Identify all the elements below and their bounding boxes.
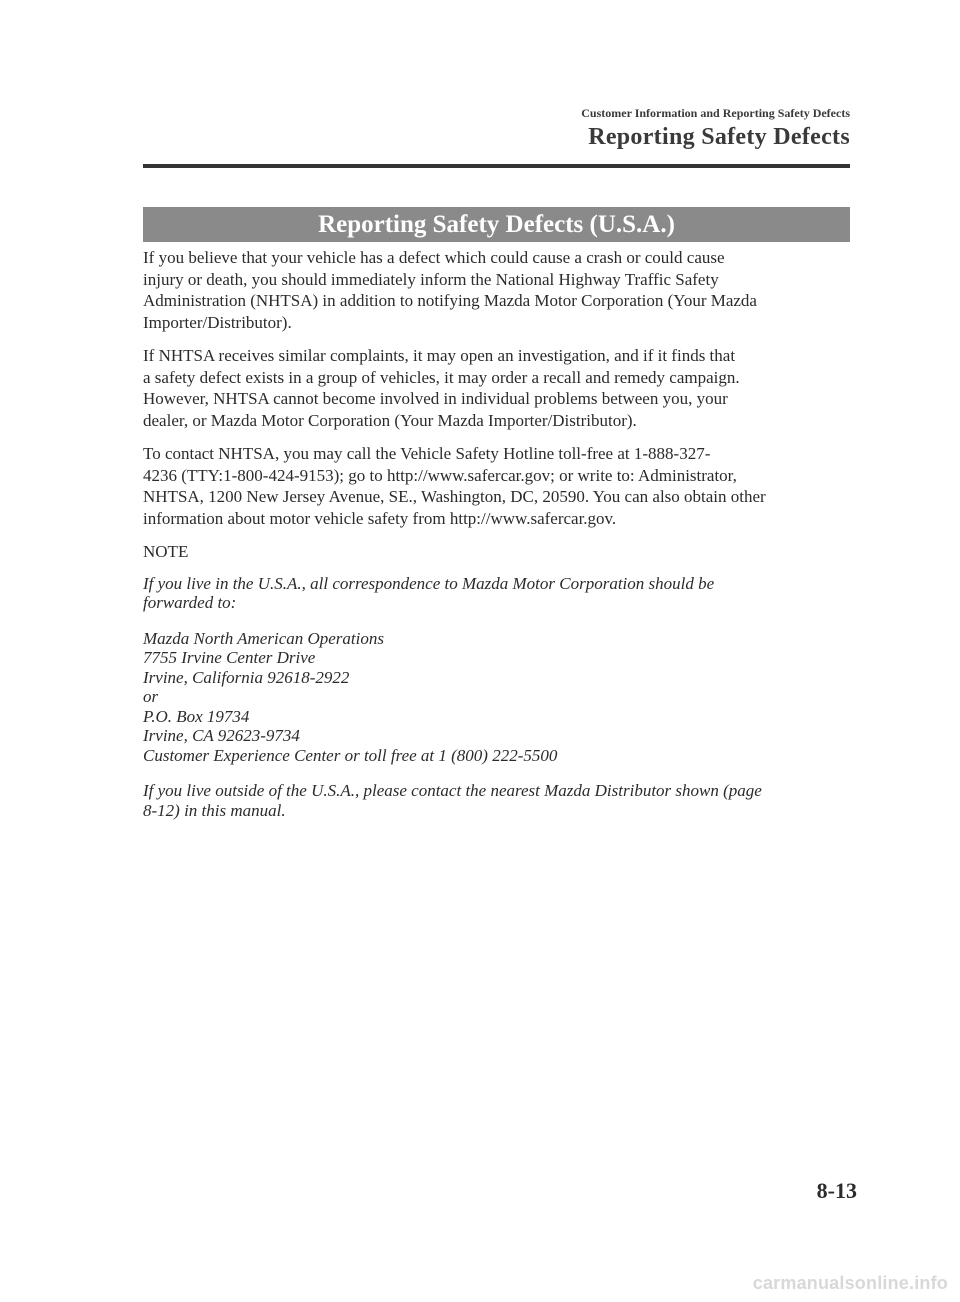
- note-line: If you live in the U.S.A., all correspondence to Mazda Motor Corporation should be: [143, 573, 715, 593]
- text-line: To contact NHTSA, you may call the Vehicle Safety Hotline toll-free at 1-888-327-: [143, 444, 711, 463]
- text-line: 4236 (TTY:1-800-424-9153); go to http://www.safercar.gov; or write to: Administrator,: [143, 465, 737, 485]
- note-line: If you live outside of the U.S.A., please contact the nearest Mazda Distributor shown (page: [143, 781, 762, 800]
- address-line: Irvine, California 92618-2922: [143, 667, 350, 687]
- header-divider: [143, 164, 850, 168]
- address-line: Mazda North American Operations: [143, 628, 384, 648]
- text-line: If NHTSA receives similar complaints, it may open an investigation, and if it finds that: [143, 346, 736, 365]
- note-line: forwarded to:: [143, 593, 237, 612]
- text-line: injury or death, you should immediately inform the National Highway Traffic Safety: [143, 269, 719, 289]
- page-section-title: Reporting Safety Defects: [588, 124, 850, 150]
- note-intro: [143, 574, 855, 613]
- text-line: NHTSA, 1200 New Jersey Avenue, SE., Washington, DC, 20590. You can also obtain other: [143, 487, 766, 506]
- text-line: However, NHTSA cannot become involved in individual problems between you, your: [143, 389, 728, 408]
- site-watermark: carmanualsonline.info: [752, 1273, 948, 1293]
- text-line: If you believe that your vehicle has a defect which could cause a crash or could cause: [143, 248, 725, 267]
- address-line: or: [143, 687, 159, 706]
- paragraph-contact-nhtsa: [143, 443, 855, 529]
- address-line: Irvine, CA 92623-9734: [143, 726, 300, 745]
- paragraph-nhtsa-investigation: [143, 345, 855, 431]
- section-heading-banner: Reporting Safety Defects (U.S.A.): [143, 207, 850, 242]
- address-line: Customer Experience Center or toll free at 1 (800) 222-5500: [143, 745, 558, 765]
- text-line: Importer/Distributor).: [143, 312, 292, 332]
- address-line: P.O. Box 19734: [143, 706, 250, 726]
- text-line: information about motor vehicle safety from http://www.safercar.gov.: [143, 508, 617, 528]
- text-line: Administration (NHTSA) in addition to notifying Mazda Motor Corporation (Your Mazda: [143, 291, 757, 310]
- paragraph-report-defect: [143, 247, 855, 333]
- text-line: a safety defect exists in a group of vehicles, it may order a recall and remedy campaign.: [143, 367, 740, 387]
- note-line: 8-12) in this manual.: [143, 800, 286, 820]
- note-label: NOTE: [143, 542, 189, 561]
- chapter-title: Customer Information and Reporting Safety Defects: [581, 106, 850, 120]
- note-outro: [143, 781, 855, 820]
- document-body: [143, 247, 855, 836]
- address-line: 7755 Irvine Center Drive: [143, 648, 316, 667]
- mailing-address: [143, 629, 855, 766]
- text-line: dealer, or Mazda Motor Corporation (Your Mazda Importer/Distributor).: [143, 410, 637, 430]
- page-number: 8-13: [816, 1178, 857, 1203]
